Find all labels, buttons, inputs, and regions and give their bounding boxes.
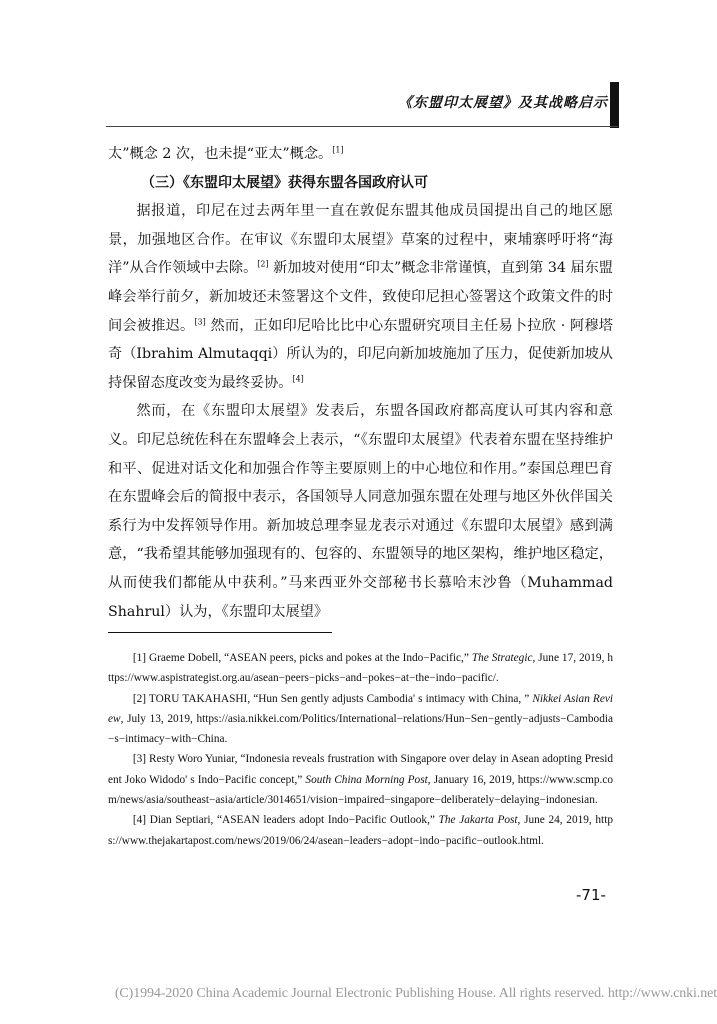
footnote-text: [1] Graeme Dobell, “ASEAN peers, picks and pokes at the Indo−Pacific,” bbox=[132, 652, 472, 664]
footnote-text: , June 17, 2019, https://www.aspistrategist.org.au/asean−peers−picks−and−pokes−at−the−indo−pacific/. bbox=[108, 652, 613, 685]
header-rule bbox=[106, 126, 618, 127]
footnote-ref[interactable]: [3] bbox=[194, 316, 206, 326]
footnote-rule bbox=[108, 632, 332, 633]
footnote-ref[interactable]: [1] bbox=[332, 145, 344, 155]
footnote-ref[interactable]: [2] bbox=[257, 259, 269, 269]
footnote-text: , January 16, 2019, https://www.scmp.com/news/asia/southeast−asia/article/3014651/vision−impaired−singapore−deliberately−delaying−indonesian. bbox=[108, 773, 613, 807]
footnote-text: [2] TORU TAKAHASHI, “Hun Sen gently adjusts Cambodia' s intimacy with China, ” bbox=[132, 692, 533, 705]
publication-title: The Jakarta Post bbox=[438, 814, 518, 827]
footnote-text: [4] Dian Septiari, “ASEAN leaders adopt Indo−Pacific Outlook,” bbox=[132, 814, 439, 827]
footnote-1 bbox=[108, 648, 613, 689]
footnote-text: , June 24, 2019, https://www.thejakartapost.com/news/2019/06/24/asean−leaders−adopt−indo−pacific−outlook.html. bbox=[108, 814, 613, 847]
paragraph-continued bbox=[108, 140, 613, 169]
footnotes bbox=[108, 648, 613, 851]
section-heading: （三）《东盟印太展望》获得东盟各国政府认可 bbox=[141, 174, 428, 191]
paragraph-2: 然而，在《东盟印太展望》发表后，东盟各国政府都高度认可其内容和意义。印尼总统佐科在东盟峰会上表示，“《东盟印太展望》代表着东盟在坚持维护和平、促进对话文化和加强合作等主要原则上的中心地位和作用。”泰国总理巴育在东盟峰会后的简报中表示，各国领导人同意加强东盟在处理与地区外伙伴国关系行为中发挥领导作用。新加坡总理李显龙表示对通过《东盟印太展望》感到满意，“我希望其能够加强现有的、包容的、东盟领导的地区架构，维护地区稳定，从而使我们都能从中获利。”马来西亚外交部秘书长慕哈末沙鲁（Muhammad Shahrul）认为，《东盟印太展望》 bbox=[108, 403, 613, 620]
publication-title: The Strategic bbox=[471, 652, 533, 664]
body-text bbox=[108, 140, 613, 626]
paragraph-1 bbox=[108, 197, 613, 397]
page-number: -71- bbox=[576, 886, 606, 904]
publication-title: Nikkei Asian Review bbox=[108, 692, 613, 725]
paragraph-text: 据报道，印尼在过去两年里一直在敦促东盟其他成员国提出自己的地区愿景，加强地区合作。在审议《东盟印太展望》草案的过程中，柬埔寨呼吁将“海洋”从合作领域中去除。 bbox=[108, 203, 613, 277]
paragraph-text: 太”概念 2 次，也未提“亚太”概念。 bbox=[108, 146, 333, 162]
footnote-ref[interactable]: [4] bbox=[292, 374, 304, 384]
publication-title: South China Morning Post bbox=[305, 773, 428, 786]
paragraph-text: 新加坡对使用“印太”概念非常谨慎，直到第 34 届东盟峰会举行前夕，新加坡还未签署这个文件，致使印尼担心签署这个政策文件的时间会被推迟。 bbox=[108, 260, 613, 334]
footnote-text: [3] Resty Woro Yuniar, “Indonesia reveals frustration with Singapore over delay in Asean adopting President Joko Widodo' s Indo−Pacific concept,” bbox=[108, 753, 613, 786]
header-bar bbox=[610, 82, 619, 128]
footnote-4 bbox=[108, 810, 613, 851]
footnote-2 bbox=[108, 689, 613, 750]
copyright-watermark: (C)1994-2020 China Academic Journal Electronic Publishing House. All rights reserved. http://www.cnki.net bbox=[114, 986, 717, 1001]
footnote-3 bbox=[108, 749, 613, 810]
footnote-text: , July 13, 2019, https://asia.nikkei.com/Politics/International−relations/Hun−Sen−gently−adjusts−Cambodia−s−intimacy−with−China. bbox=[108, 712, 613, 746]
paragraph-text: 然而，正如印尼哈比比中心东盟研究项目主任易卜拉欣 · 阿穆塔奇（Ibrahim Almutaqqi）所认为的，印尼向新加坡施加了压力，促使新加坡从持保留态度改变为最终妥协。 bbox=[108, 317, 613, 391]
running-header: 《东盟印太展望》及其战略启示 bbox=[398, 95, 608, 111]
